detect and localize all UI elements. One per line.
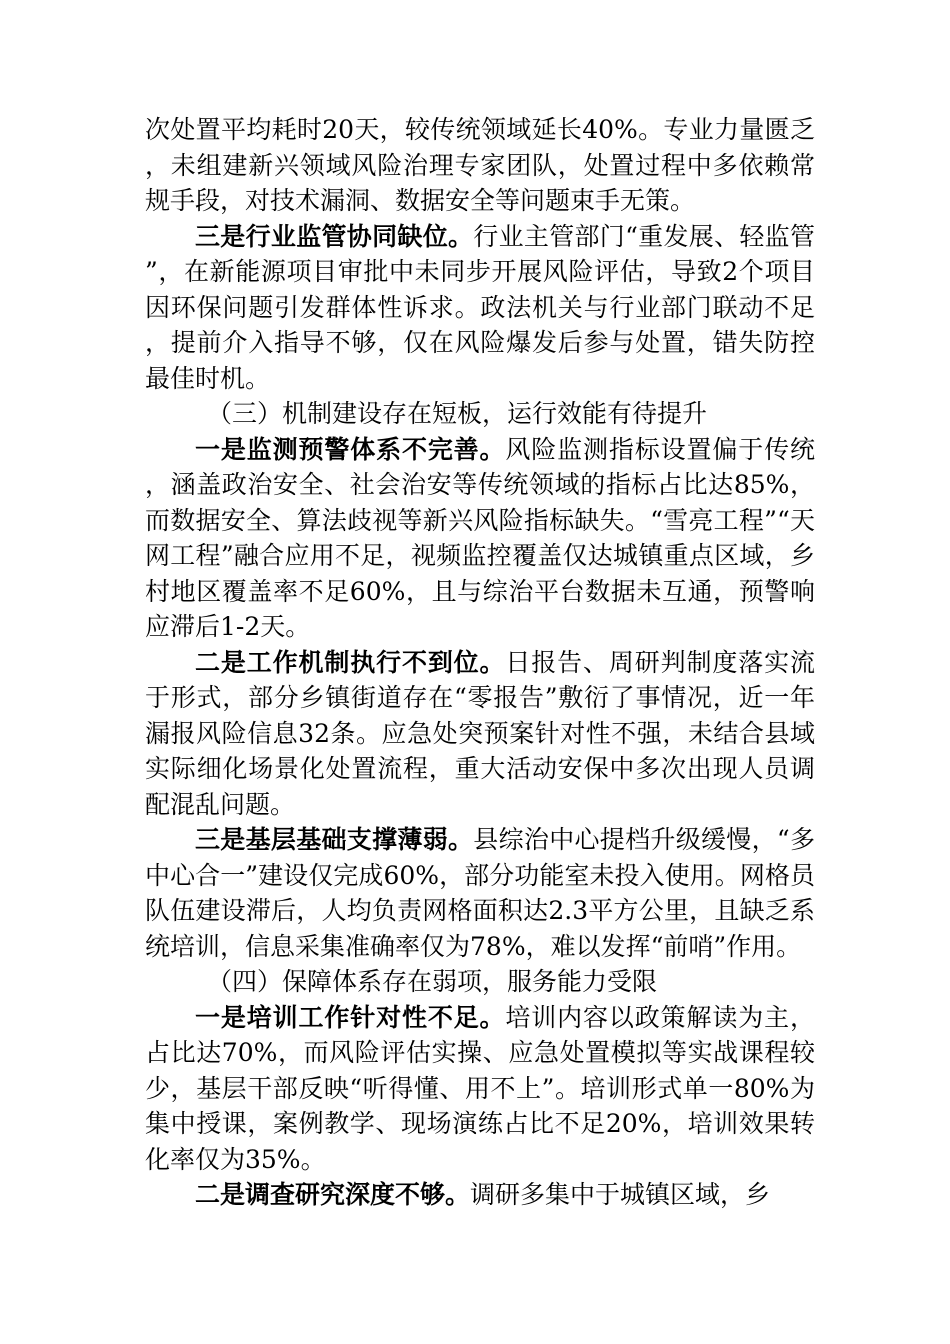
paragraph-lead: 三是基层基础支撑薄弱。	[195, 825, 474, 854]
paragraph-work-mechanism	[145, 645, 815, 823]
paragraph-continuation	[145, 112, 815, 219]
document-body	[145, 112, 815, 1213]
section-heading-four: （四）保障体系存在弱项，服务能力受限	[207, 967, 658, 996]
paragraph-lead: 一是监测预警体系不完善。	[195, 434, 506, 464]
paragraph-text: 日报告、周研判制度落实流于形式，部分乡镇街道存在“零报告”敷衍了事情况，近一年漏报风险信息32条。应急处突预案针对性不强，未结合县域实际细化场景化处置流程，重大活动安保中多次出现人员调配混乱问题。	[145, 647, 815, 819]
section-heading-three: （三）机制建设存在短板，运行效能有待提升	[207, 399, 708, 428]
paragraph-monitoring-warning	[145, 432, 815, 645]
paragraph-text: 次处置平均耗时20天，较传统领域延长40%。专业力量匮乏，未组建新兴领域风险治理专家团队，处置过程中多依赖常规手段，对技术漏洞、数据安全等问题束手无策。	[145, 115, 815, 215]
paragraph-research	[145, 1177, 815, 1213]
paragraph-grassroots-support	[145, 822, 815, 964]
paragraph-training	[145, 1000, 815, 1178]
paragraph-lead: 二是工作机制执行不到位。	[195, 647, 506, 677]
paragraph-lead: 三是行业监管协同缺位。	[195, 221, 474, 251]
paragraph-text: 风险监测指标设置偏于传统，涵盖政治安全、社会治安等传统领域的指标占比达85%，而数据安全、算法歧视等新兴风险指标缺失。“雪亮工程”“天网工程”融合应用不足，视频监控覆盖仅达城镇重点区域，乡村地区覆盖率不足60%，且与综治平台数据未互通，预警响应滞后1-2天。	[145, 434, 815, 641]
paragraph-text: 培训内容以政策解读为主，占比达70%，而风险评估实操、应急处置模拟等实战课程较少，基层干部反映“听得懂、用不上”。培训形式单一80%为集中授课，案例教学、现场演练占比不足20%，培训效果转化率仅为35%。	[145, 1002, 815, 1174]
paragraph-text: 县综治中心提档升级缓慢，“多中心合一”建设仅完成60%，部分功能室未投入使用。网格员队伍建设滞后，人均负责网格面积达2.3平方公里，且缺乏系统培训，信息采集准确率仅为78%，难以发挥“前哨”作用。	[145, 825, 815, 961]
paragraph-text: 行业主管部门“重发展、轻监管”，在新能源项目审批中未同步开展风险评估，导致2个项目因环保问题引发群体性诉求。政法机关与行业部门联动不足，提前介入指导不够，仅在风险爆发后参与处置，错失防控最佳时机。	[145, 221, 815, 393]
paragraph-lead: 二是调查研究深度不够。	[195, 1180, 471, 1209]
paragraph-industry-supervision	[145, 219, 815, 397]
paragraph-text: 调研多集中于城镇区域，乡	[470, 1180, 771, 1209]
paragraph-lead: 一是培训工作针对性不足。	[195, 1002, 506, 1032]
